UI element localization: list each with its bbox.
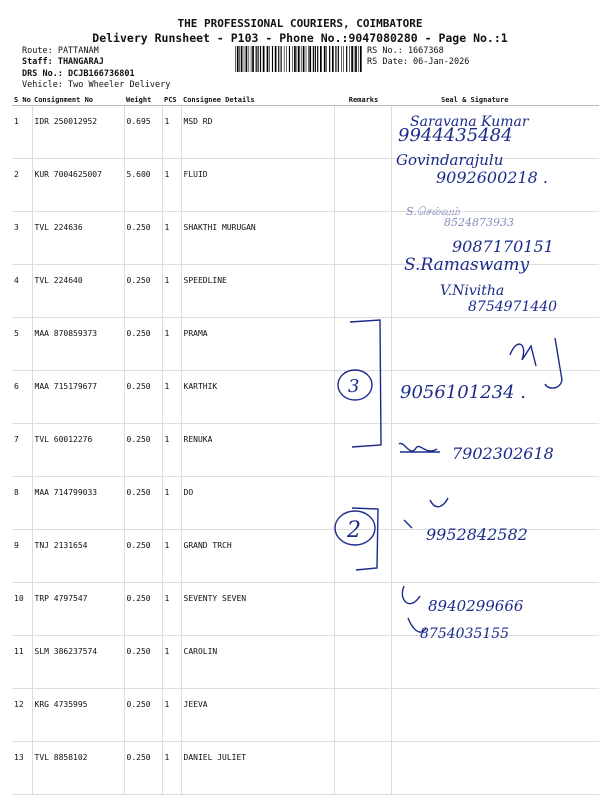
cell-pcs: 1 [162,636,181,689]
cell-pcs: 1 [162,689,181,742]
sig-name-row-1: Saravana Kumar [410,114,529,130]
cell-signature [391,371,599,424]
col-header-pcs: PCS [162,94,181,106]
cell-weight: 0.250 [124,477,162,530]
cell-consignment: IDR 250012952 [32,106,124,159]
col-header-sno: S No [14,95,31,104]
cell-consignment: TVL 224636 [32,212,124,265]
barcode [235,46,362,72]
cell-pcs: 1 [162,106,181,159]
cell-signature [391,530,599,583]
cell-consignee: JEEVA [181,689,334,742]
cell-sno: 13 [12,742,32,795]
cell-signature [391,424,599,477]
runsheet-table [12,94,599,795]
cell-consignee: MSD RD [181,106,334,159]
drs-number: DRS No.: DCJB166736801 [22,69,135,79]
cell-remarks [334,424,391,477]
cell-consignee: DO [181,477,334,530]
sig-name-row-3: S.செல்வம் [406,205,460,218]
table-row [12,530,599,583]
cell-pcs: 1 [162,318,181,371]
cell-signature [391,636,599,689]
cell-pcs: 1 [162,583,181,636]
cell-pcs: 1 [162,424,181,477]
cell-consignee: SEVENTY SEVEN [181,583,334,636]
cell-consignment: KUR 7004625007 [32,159,124,212]
cell-weight: 0.250 [124,636,162,689]
sig-phone-row-4: 9087170151 [452,237,554,256]
cell-remarks [334,583,391,636]
table-row [12,371,599,424]
sig-phone-row-5: 8754971440 [468,299,558,315]
sig-name-row-2: Govindarajulu [396,151,504,169]
cell-signature [391,106,599,159]
sig-phone-row-9: 7902302618 [452,444,554,463]
cell-remarks [334,636,391,689]
cell-remarks [334,371,391,424]
cell-weight: 0.250 [124,689,162,742]
table-row [12,318,599,371]
cell-remarks [334,212,391,265]
sig-phone-row-11: 9952842582 [426,525,528,544]
cell-consignment: KRG 4735995 [32,689,124,742]
table-row [12,742,599,795]
cell-consignment: TVL 224640 [32,265,124,318]
table-row [12,159,599,212]
cell-weight: 0.250 [124,530,162,583]
cell-weight: 0.250 [124,371,162,424]
table-row [12,689,599,742]
cell-remarks [334,477,391,530]
cell-remarks [334,265,391,318]
cell-consignment: SLM 386237574 [32,636,124,689]
col-header-remarks: Remarks [334,94,391,106]
cell-sno: 4 [12,265,32,318]
table-row [12,212,599,265]
cell-remarks [334,318,391,371]
cell-weight: 0.250 [124,318,162,371]
cell-consignment: TVL 8858102 [32,742,124,795]
cell-sno: 8 [12,477,32,530]
cell-sno: 1 [12,106,32,159]
cell-weight: 0.250 [124,583,162,636]
vehicle-label: Vehicle: Two Wheeler Delivery [22,80,171,90]
sig-phone-row-12: 8940299666 [428,597,524,615]
cell-consignment: MAA 714799033 [32,477,124,530]
cell-consignee: GRAND TRCH [181,530,334,583]
cell-pcs: 1 [162,477,181,530]
table-row [12,265,599,318]
cell-sno: 7 [12,424,32,477]
cell-weight: 0.695 [124,106,162,159]
cell-pcs: 1 [162,265,181,318]
cell-weight: 0.250 [124,742,162,795]
cell-sno: 6 [12,371,32,424]
sig-phone-row-1: 9944435484 [398,125,513,146]
cell-pcs: 1 [162,530,181,583]
cell-consignment: MAA 870859373 [32,318,124,371]
cell-consignment: TVL 60012276 [32,424,124,477]
sig-phone-row-13: 8754035155 [420,626,510,642]
cell-pcs: 1 [162,212,181,265]
staff-label: Staff: THANGARAJ [22,57,104,67]
rs-date: RS Date: 06-Jan-2026 [367,57,470,67]
sig-name-row-5: V.Nivitha [440,283,505,299]
cell-pcs: 1 [162,371,181,424]
cell-signature [391,212,599,265]
cell-signature [391,265,599,318]
runsheet-title: Delivery Runsheet - P103 - Phone No.:9047080280 - Page No.:1 [92,31,508,45]
cell-consignee: SPEEDLINE [181,265,334,318]
col-header-consignee: Consignee Details [181,94,334,106]
cell-sno: 2 [12,159,32,212]
cell-sno: 9 [12,530,32,583]
sig-phone-row-3: 8524873933 [444,216,514,229]
cell-signature [391,689,599,742]
table-row [12,424,599,477]
company-title: THE PROFESSIONAL COURIERS, COIMBATORE [177,17,423,30]
cell-sno: 3 [12,212,32,265]
cell-remarks [334,159,391,212]
cell-sno: 5 [12,318,32,371]
cell-consignment: TRP 4797547 [32,583,124,636]
cell-consignee: FLUID [181,159,334,212]
cell-consignment: MAA 715179677 [32,371,124,424]
cell-consignee: KARTHIK [181,371,334,424]
cell-weight: 0.250 [124,212,162,265]
cell-signature [391,742,599,795]
cell-remarks [334,689,391,742]
cell-signature [391,477,599,530]
sig-phone-row-2: 9092600218 . [436,168,548,187]
cell-sno: 12 [12,689,32,742]
cell-consignment: TNJ 2131654 [32,530,124,583]
rs-number: RS No.: 1667368 [367,46,444,56]
col-header-signature: Seal & Signature [391,94,599,106]
table-header-row [12,94,599,106]
cell-consignee: DANIEL JULIET [181,742,334,795]
col-header-weight: Weight [124,94,162,106]
sig-name-row-4: S.Ramaswamy [404,255,530,275]
cell-signature [391,159,599,212]
cell-weight: 0.250 [124,265,162,318]
cell-remarks [334,742,391,795]
count-1: 3 [348,376,360,397]
cell-weight: 0.250 [124,424,162,477]
cell-consignee: CAROLIN [181,636,334,689]
route-label: Route: PATTANAM [22,46,99,56]
cell-signature [391,318,599,371]
col-header-consignment: Consignment No [32,94,124,106]
cell-consignee: SHAKTHI MURUGAN [181,212,334,265]
cell-sno: 10 [12,583,32,636]
table-row [12,636,599,689]
cell-pcs: 1 [162,159,181,212]
cell-weight: 5.600 [124,159,162,212]
cell-remarks [334,106,391,159]
table-row [12,583,599,636]
cell-consignee: RENUKA [181,424,334,477]
count-2: 2 [347,518,361,543]
sig-phone-group-1: 9056101234 . [400,382,526,403]
cell-pcs: 1 [162,742,181,795]
cell-consignee: PRAMA [181,318,334,371]
cell-signature [391,583,599,636]
cell-remarks [334,530,391,583]
table-row [12,477,599,530]
cell-sno: 11 [12,636,32,689]
table-row [12,106,599,159]
